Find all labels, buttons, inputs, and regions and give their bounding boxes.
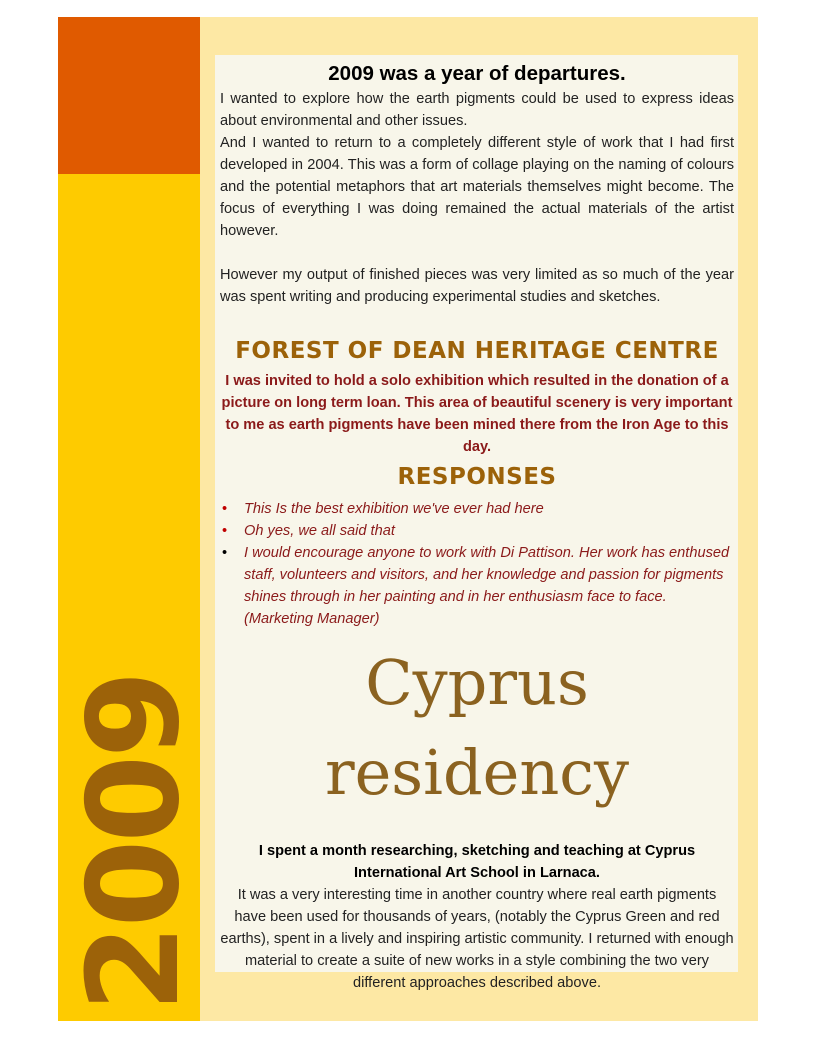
intro-paragraph-1: I wanted to explore how the earth pigments could be used to express ideas about environmental and other issues. — [220, 91, 734, 129]
response-text: Oh yes, we all said that — [244, 523, 395, 539]
intro-paragraph-2: And I wanted to return to a completely different style of work that I had first developed in 2004. This was a form of collage playing on the naming of colours and the potential metaphors that art materials themselves might become. The focus of everything I was doing remained the actual materials of the artist however. — [220, 135, 734, 239]
intro-heading: 2009 was a year of departures. — [328, 62, 626, 85]
spacer — [220, 242, 734, 264]
responses-title: RESPONSES — [397, 464, 557, 490]
list-item — [220, 520, 734, 542]
list-item — [220, 498, 734, 520]
bullet-icon: • — [222, 501, 228, 517]
exhibition-text: I was invited to hold a solo exhibition which resulted in the donation of a picture on long term loan. This area of beautiful scenery is very important to me as earth pigments have been mined there from the Iron Age to this day. — [221, 373, 733, 455]
responses-list — [220, 498, 734, 630]
list-item — [220, 542, 734, 630]
cyprus-intro: I spent a month researching, sketching and teaching at Cyprus International Art School in Larnaca. — [258, 843, 696, 881]
intro-paragraph-3: However my output of finished pieces was very limited as so much of the year was spent writing and producing experimental studies and sketches. — [220, 267, 734, 305]
bullet-icon: • — [222, 545, 228, 561]
exhibition-title: FOREST OF DEAN HERITAGE CENTRE — [235, 338, 719, 364]
bullet-icon: • — [222, 523, 228, 539]
content-column — [220, 60, 734, 994]
year-vertical-title: 2009 — [60, 673, 207, 1012]
spacer — [220, 308, 734, 336]
cyprus-body: It was a very interesting time in another country where real earth pigments have been used for thousands of years, (notably the Cyprus Green and red earths), spent in a lively and inspiring artistic community. I returned with enough material to create a suite of new works in a style combining the two very different approaches described above. — [220, 887, 734, 991]
response-text: This Is the best exhibition we've ever had here — [244, 501, 544, 517]
sidebar-orange-block — [58, 17, 200, 174]
cyprus-title: Cyprus residency — [324, 646, 630, 809]
response-text: I would encourage anyone to work with Di Pattison. Her work has enthused staff, volunteers and visitors, and her knowledge and passion for pigments shines through in her painting and in her enthusiasm face to face. (Marketing Manager) — [244, 545, 730, 627]
